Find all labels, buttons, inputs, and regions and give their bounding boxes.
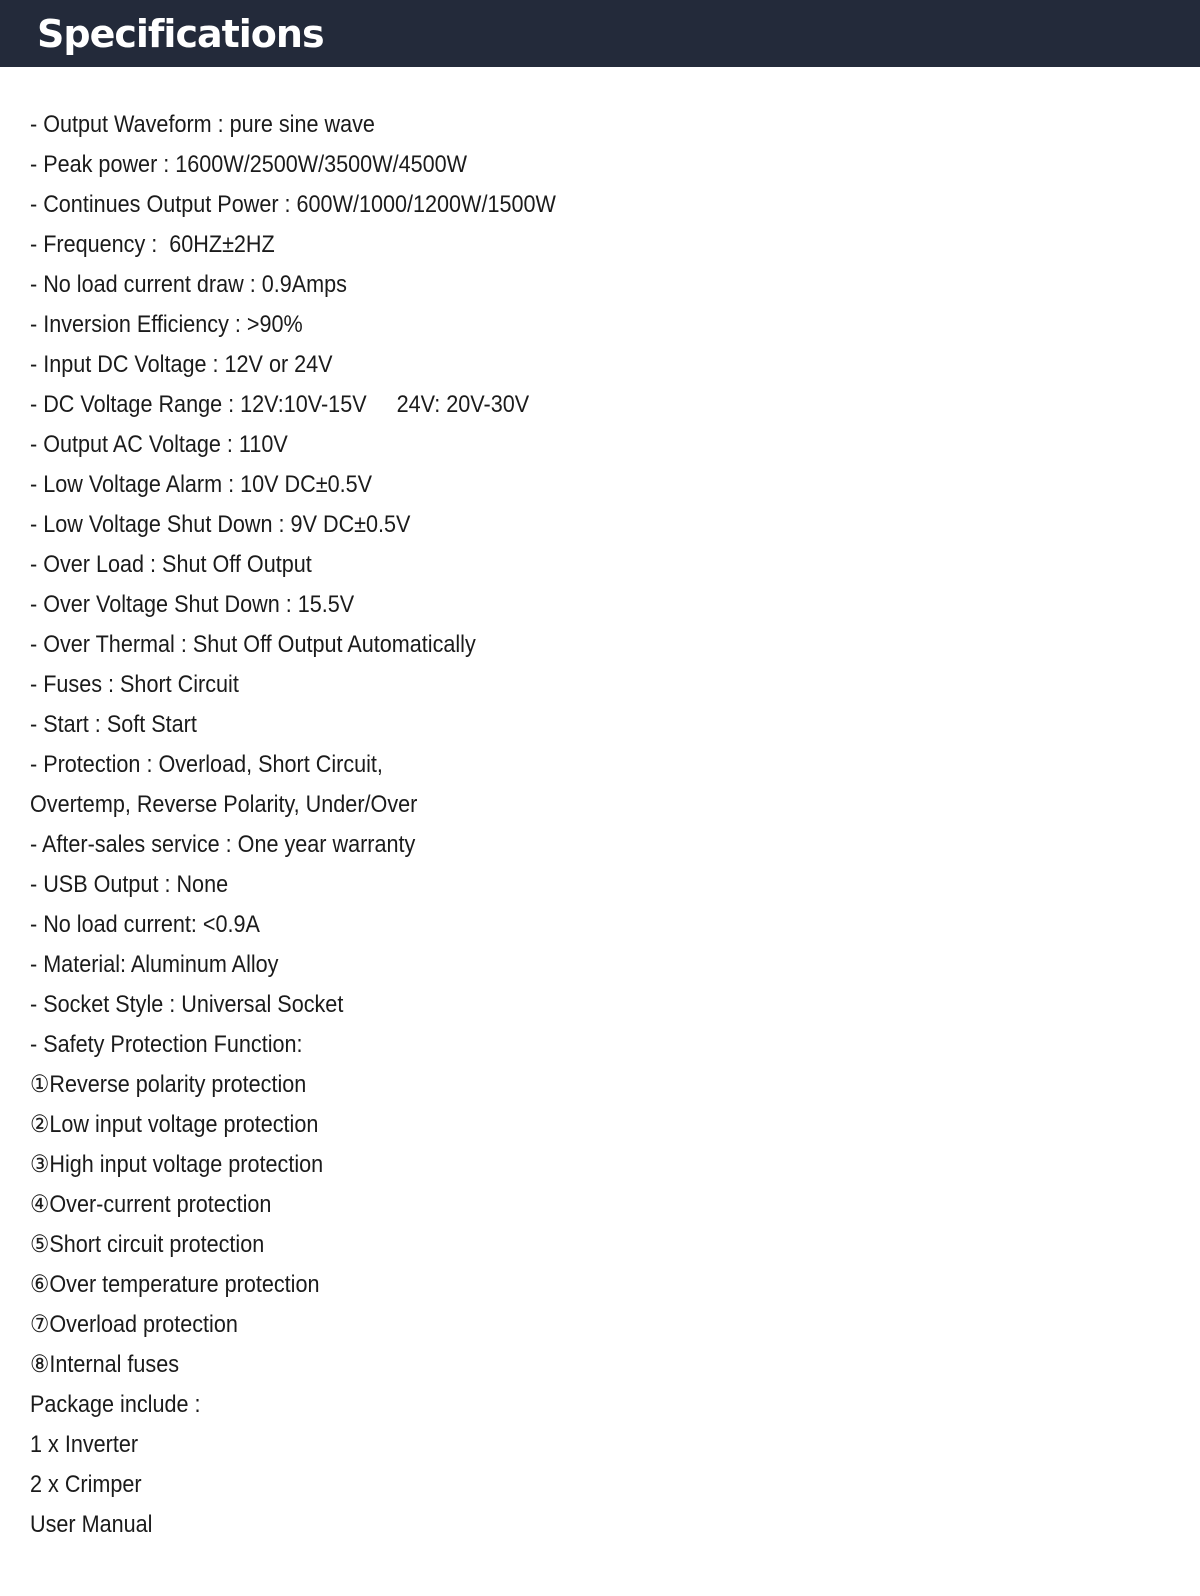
spec-line: ⑤Short circuit protection	[30, 1231, 265, 1258]
spec-line: - Low Voltage Shut Down : 9V DC±0.5V	[30, 511, 411, 538]
spec-line: - Continues Output Power : 600W/1000/1200W/1500W	[30, 191, 556, 218]
spec-line: - Input DC Voltage : 12V or 24V	[30, 351, 333, 378]
spec-line: - Socket Style : Universal Socket	[30, 991, 344, 1018]
spec-line: ①Reverse polarity protection	[30, 1071, 307, 1098]
spec-line: 1 x Inverter	[30, 1431, 139, 1458]
spec-line: - Over Voltage Shut Down : 15.5V	[30, 591, 355, 618]
spec-line: - Inversion Efficiency : >90%	[30, 311, 303, 338]
spec-line: - Material: Aluminum Alloy	[30, 951, 279, 978]
spec-line: - Peak power : 1600W/2500W/3500W/4500W	[30, 151, 468, 178]
spec-line: ⑦Overload protection	[30, 1311, 238, 1338]
header-banner	[0, 0, 1200, 67]
spec-line: ⑧Internal fuses	[30, 1351, 180, 1378]
spec-line: Package include :	[30, 1391, 201, 1418]
spec-line: - After-sales service : One year warranty	[30, 831, 416, 858]
spec-line: - Over Thermal : Shut Off Output Automatically	[30, 631, 476, 658]
spec-line: ②Low input voltage protection	[30, 1111, 319, 1138]
spec-line: - DC Voltage Range : 12V:10V-15V 24V: 20V-30V	[30, 391, 530, 418]
spec-line: - USB Output : None	[30, 871, 229, 898]
spec-line: - Safety Protection Function:	[30, 1031, 303, 1058]
spec-line: ⑥Over temperature protection	[30, 1271, 320, 1298]
spec-line: - Output Waveform : pure sine wave	[30, 111, 375, 138]
spec-line: - Protection : Overload, Short Circuit,	[30, 751, 383, 778]
spec-line: ④Over-current protection	[30, 1191, 272, 1218]
spec-line: - Output AC Voltage : 110V	[30, 431, 288, 458]
page-title: Specifications	[37, 12, 324, 56]
spec-line: - Over Load : Shut Off Output	[30, 551, 312, 578]
spec-line: - No load current: <0.9A	[30, 911, 260, 938]
spec-line: ③High input voltage protection	[30, 1151, 324, 1178]
spec-line: - No load current draw : 0.9Amps	[30, 271, 347, 298]
spec-list	[30, 105, 1170, 1545]
spec-line: Overtemp, Reverse Polarity, Under/Over	[30, 791, 418, 818]
spec-line: - Fuses : Short Circuit	[30, 671, 239, 698]
spec-line: - Start : Soft Start	[30, 711, 197, 738]
spec-line: User Manual	[30, 1511, 153, 1538]
spec-line: 2 x Crimper	[30, 1471, 142, 1498]
spec-line: - Low Voltage Alarm : 10V DC±0.5V	[30, 471, 373, 498]
spec-line: - Frequency : 60HZ±2HZ	[30, 231, 275, 258]
